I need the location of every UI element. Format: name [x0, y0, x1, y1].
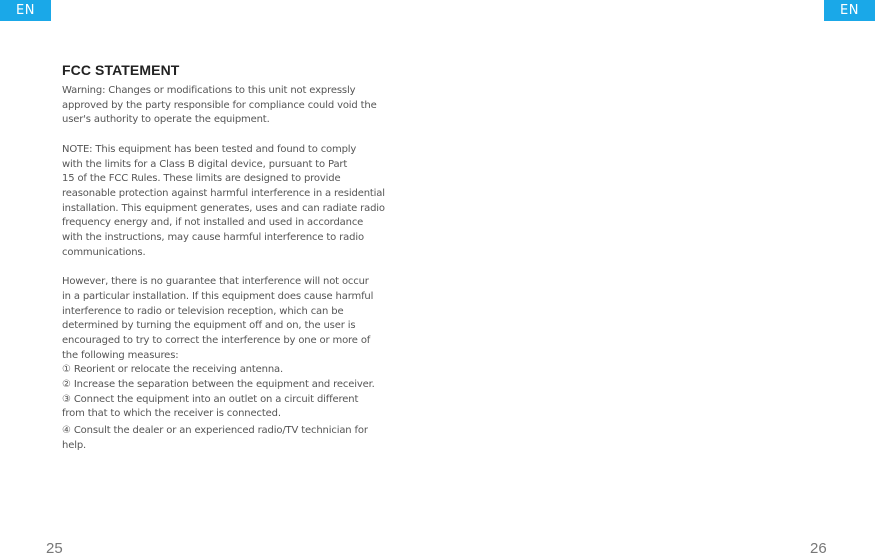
measure-item-3: ③ Connect the equipment into an outlet on a circuit different from that to which the receiver is connected. [62, 393, 359, 420]
paragraph-spacer [62, 128, 392, 143]
measure-item-2: ② Increase the separation between the equipment and receiver. [62, 379, 375, 391]
measure-item-4: ④ Consult the dealer or an experienced radio/TV technician for help. [62, 425, 368, 451]
section-heading: FCC STATEMENT [62, 62, 180, 78]
page-number-left: 25 [46, 540, 63, 553]
note-paragraph: NOTE: This equipment has been tested and found to comply with the limits for a Class B digital device, pursuant to Part 15 of the FCC Rules. These limits are designed to provide reasonable protection against harmful interference in a residential installation. This equipment generates, uses and can radiate radio frequency energy and, if not installed and used in accordance with the instructions, may cause harmful interference to radio communications. [62, 143, 385, 258]
language-tab-right: EN [824, 0, 875, 21]
page-number-right: 26 [810, 540, 827, 553]
warning-paragraph: Warning: Changes or modifications to this unit not expressly approved by the party responsible for compliance could void the user's authority to operate the equipment. [62, 85, 377, 126]
paragraph-spacer [62, 260, 392, 275]
however-paragraph: However, there is no guarantee that interference will not occur in a particular installation. If this equipment does cause harmful interference to radio or television reception, which can be determined by turning the equipment off and on, the user is encouraged to try to correct the interference by one or more of the following measures: [62, 276, 374, 361]
measure-item-1: ① Reorient or relocate the receiving antenna. [62, 364, 284, 376]
fcc-statement-section [62, 62, 392, 454]
language-tab-left: EN [0, 0, 51, 21]
